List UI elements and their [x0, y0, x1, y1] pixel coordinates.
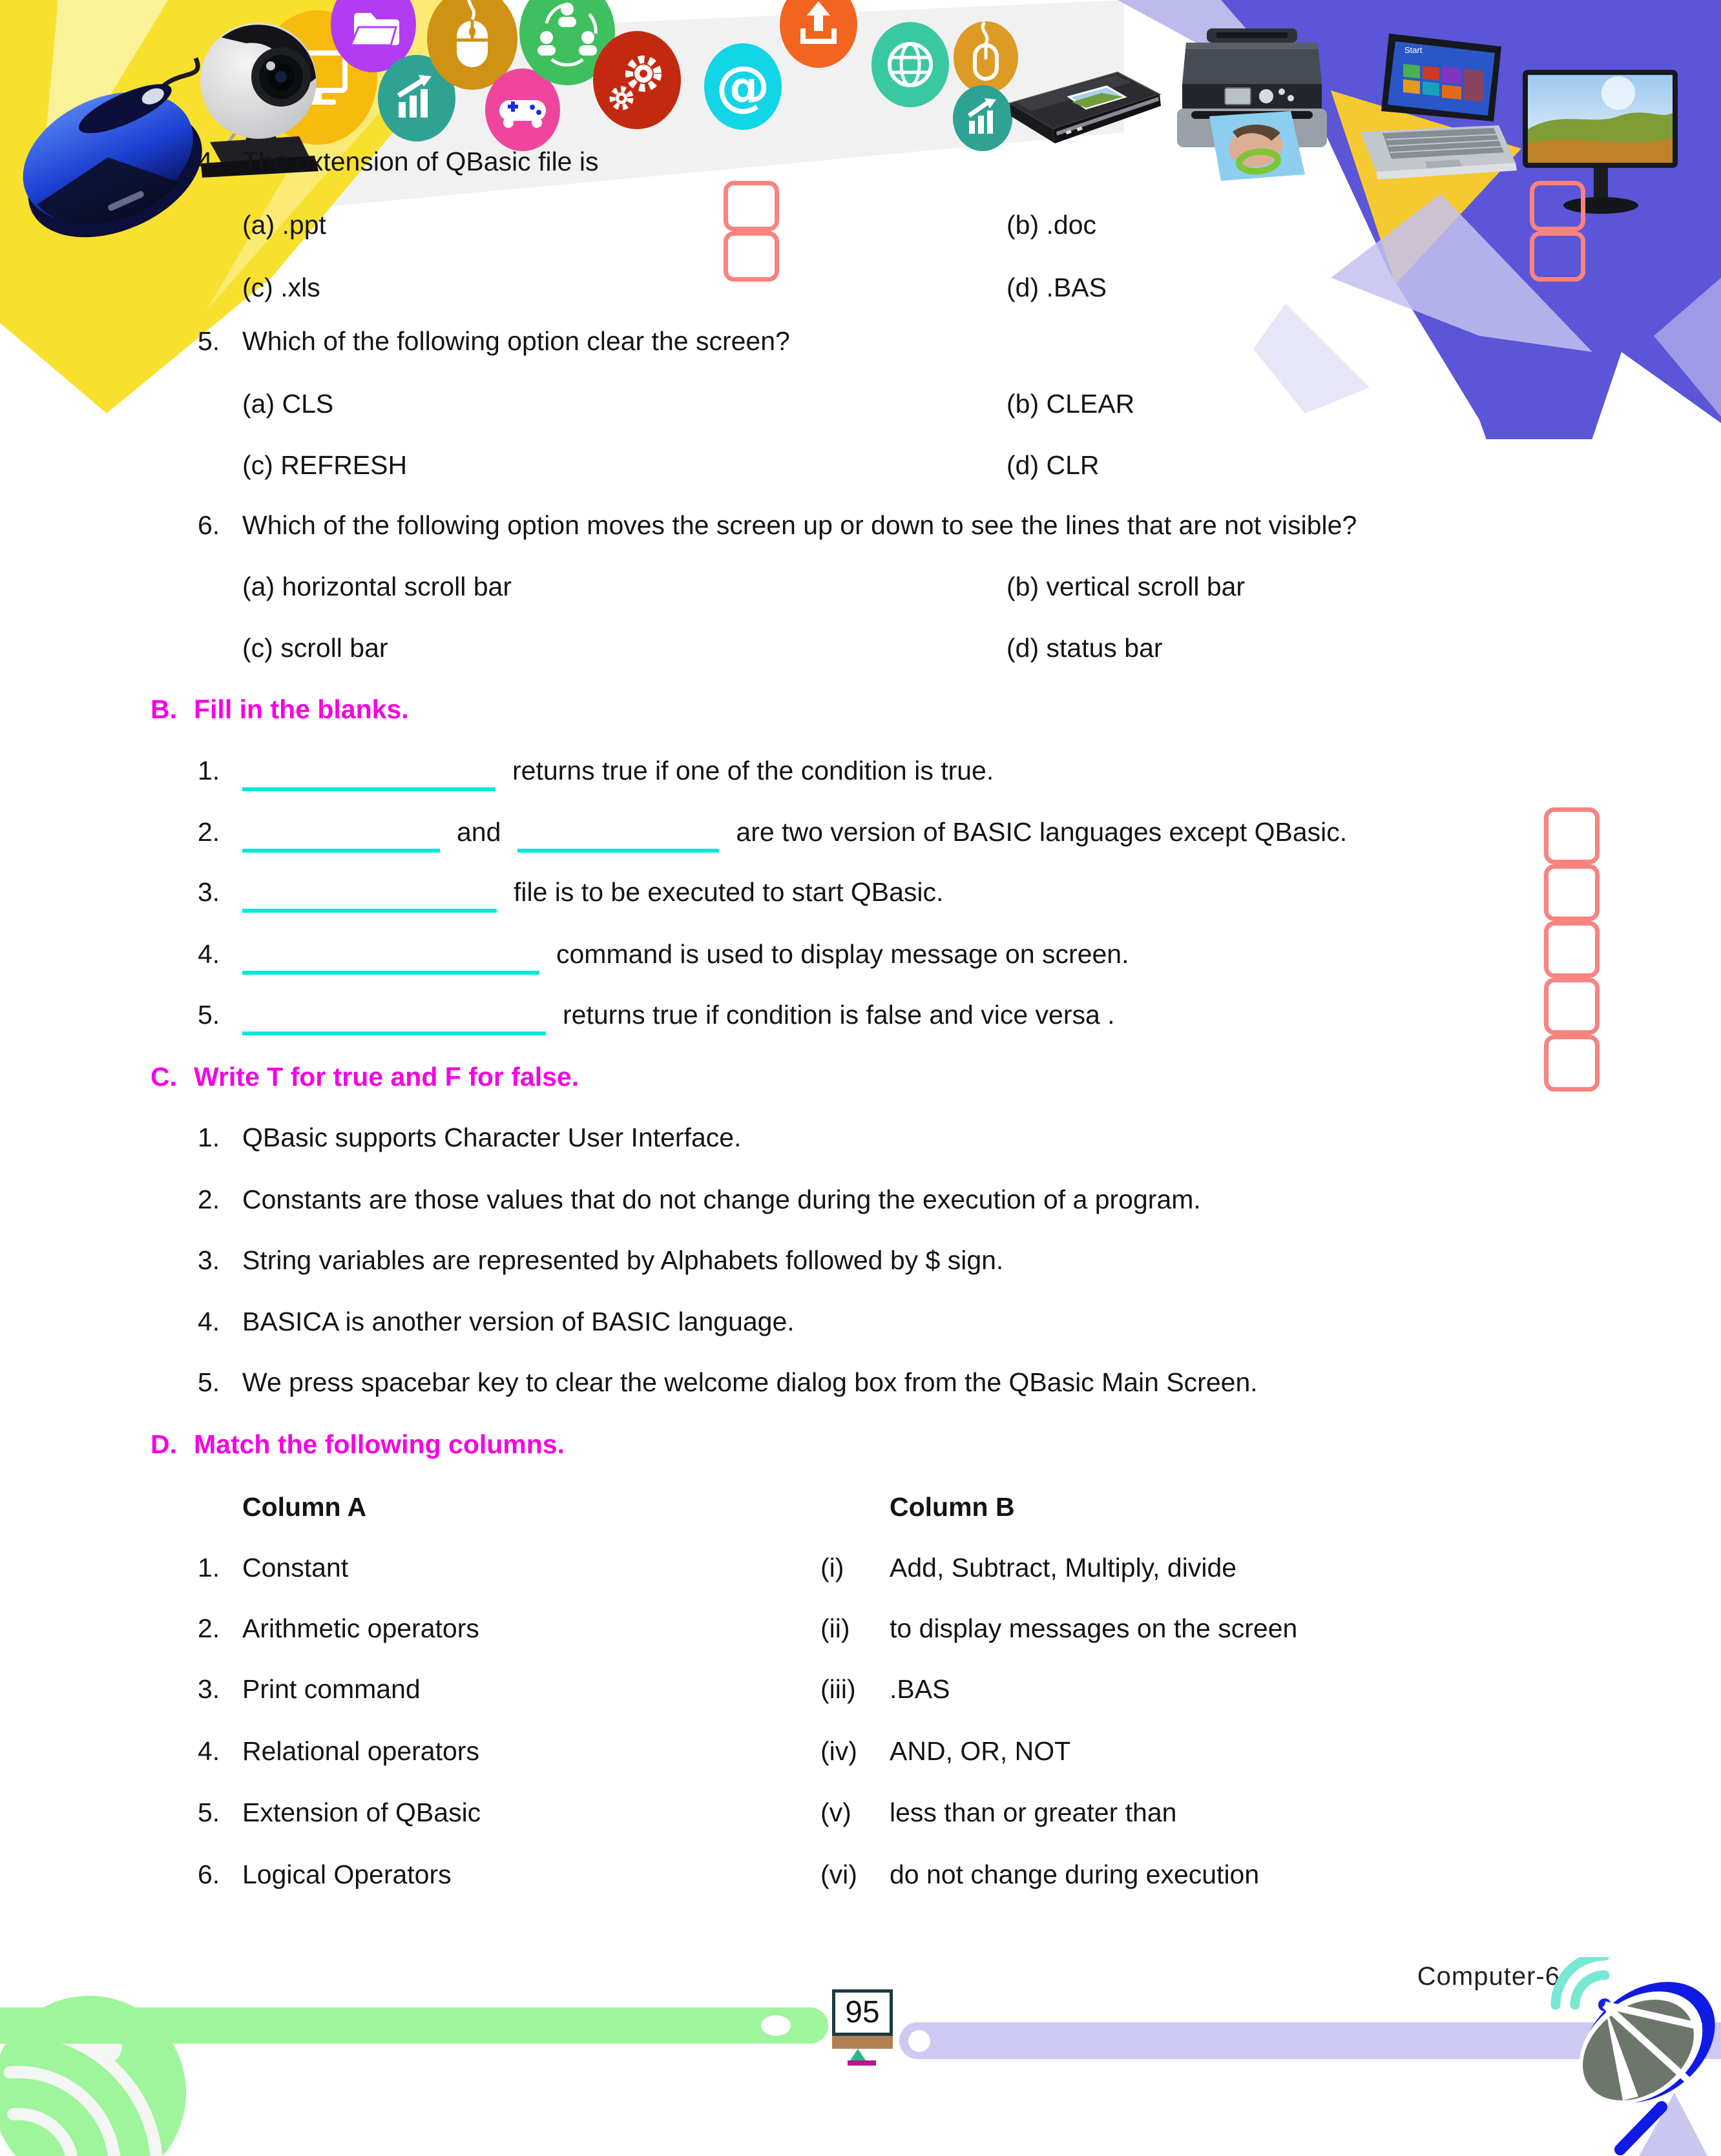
match-row: [0, 1668, 1721, 1710]
item-number: 1.: [198, 756, 220, 785]
gears-icon: [593, 31, 681, 129]
section-d-heading: [0, 1424, 1721, 1465]
match-columns-header: [0, 1486, 1721, 1528]
section-title: Write T for true and F for false.: [194, 1062, 579, 1092]
page-number: 95: [832, 1989, 893, 2036]
item-number: 2.: [198, 817, 220, 847]
item-number: 1.: [198, 1123, 220, 1152]
answer-checkbox[interactable]: [1544, 921, 1600, 978]
signal-decoration: [0, 1964, 233, 2156]
column-a-item: Print command: [242, 1674, 421, 1704]
answer-checkbox[interactable]: [1544, 978, 1600, 1035]
column-b-item: AND, OR, NOT: [890, 1736, 1071, 1766]
question-6: [0, 504, 1721, 546]
column-a-item: Constant: [242, 1553, 349, 1582]
q6-options-row2: [0, 627, 1721, 669]
roman-numeral: (i): [820, 1553, 844, 1582]
option-c: (c) REFRESH: [242, 450, 408, 480]
section-letter: D.: [151, 1429, 177, 1459]
board-frame: [832, 2036, 893, 2049]
match-row: [0, 1730, 1721, 1772]
question-number: 6.: [198, 510, 220, 540]
option-b: (b) CLEAR: [1007, 389, 1135, 419]
column-a-item: Arithmetic operators: [242, 1613, 479, 1643]
option-a: (a) .ppt: [242, 210, 326, 240]
question-number: 5.: [198, 326, 220, 356]
svg-text:Start: Start: [1404, 45, 1423, 55]
bar-end-dot: [761, 2015, 791, 2036]
answer-checkbox[interactable]: [1530, 181, 1585, 231]
item-text: are two version of BASIC languages except QBasic.: [736, 817, 1348, 847]
q5-options-row1: [0, 383, 1721, 424]
item-text: file is to be executed to start QBasic.: [514, 877, 944, 907]
question-text: The extension of QBasic file is: [242, 147, 599, 176]
item-number: 2.: [198, 1185, 220, 1214]
item-text: We press spacebar key to clear the welcome dialog box from the QBasic Main Screen.: [242, 1367, 1258, 1397]
column-a-item: Logical Operators: [242, 1860, 452, 1889]
column-a-header: Column A: [242, 1492, 367, 1522]
match-row: [0, 1854, 1721, 1895]
section-letter: B.: [151, 694, 177, 724]
question-text: Which of the following option moves the screen up or down to see the lines that are not visible?: [242, 510, 1357, 540]
at-icon: [704, 43, 782, 130]
option-b: (b) vertical scroll bar: [1007, 572, 1246, 601]
item-number: 4.: [198, 939, 220, 969]
option-b: (b) .doc: [1007, 210, 1096, 240]
option-d: (d) CLR: [1007, 450, 1100, 480]
item-text: command is used to display message on screen.: [556, 939, 1129, 969]
true-false-item: [0, 1239, 1721, 1281]
q4-options-row2: [0, 267, 1721, 308]
item-number: 2.: [198, 1613, 220, 1643]
match-row: [0, 1547, 1721, 1588]
q5-options-row2: [0, 444, 1721, 486]
globe-icon: [871, 22, 949, 107]
fill-blank-item: [0, 750, 1721, 791]
answer-checkbox[interactable]: [1544, 807, 1600, 864]
column-b-item: Add, Subtract, Multiply, divide: [890, 1553, 1237, 1582]
section-b-heading: [0, 689, 1721, 730]
option-d: (d) status bar: [1007, 633, 1163, 663]
item-number: 5.: [198, 1367, 220, 1397]
roman-numeral: (iv): [820, 1736, 857, 1766]
column-b-item: .BAS: [890, 1674, 950, 1704]
column-a-item: Relational operators: [242, 1736, 479, 1766]
roman-numeral: (v): [820, 1798, 851, 1827]
page-number-board: [832, 1989, 893, 2066]
fill-blank-item: [0, 811, 1721, 853]
roman-numeral: (ii): [820, 1613, 850, 1643]
column-b-item: less than or greater than: [890, 1798, 1177, 1827]
q6-options-row1: [0, 566, 1721, 607]
section-title: Fill in the blanks.: [194, 694, 409, 724]
blank-line[interactable]: [242, 937, 539, 975]
footer-green-bar: [0, 2007, 828, 2044]
item-number: 5.: [198, 1000, 220, 1030]
roman-numeral: (iii): [820, 1674, 856, 1704]
blank-line[interactable]: [242, 998, 546, 1035]
section-c-heading: [0, 1056, 1721, 1097]
satellite-dish-illustration: [1479, 1957, 1721, 2156]
blank-line[interactable]: [517, 815, 719, 853]
option-c: (c) .xls: [242, 273, 320, 302]
item-number: 3.: [198, 1674, 220, 1704]
board-stand: [850, 2049, 866, 2060]
item-number: 4.: [198, 1307, 220, 1336]
option-c: (c) scroll bar: [242, 633, 388, 663]
q4-options-row1: [0, 204, 1721, 245]
answer-checkbox[interactable]: [724, 231, 779, 282]
item-number: 6.: [198, 1860, 220, 1889]
true-false-item: [0, 1362, 1721, 1403]
option-a: (a) horizontal scroll bar: [242, 572, 512, 601]
column-b-header: Column B: [890, 1492, 1015, 1522]
bar-end-dot: [908, 2030, 930, 2052]
question-number: 4.: [198, 147, 220, 176]
answer-checkbox[interactable]: [724, 181, 779, 231]
section-letter: C.: [151, 1062, 177, 1092]
option-d: (d) .BAS: [1007, 273, 1107, 302]
fill-blank-item: [0, 994, 1721, 1035]
item-text: and: [457, 817, 501, 847]
book-brand: Computer-6: [1417, 1962, 1560, 1991]
item-number: 1.: [198, 1553, 220, 1582]
question-text: Which of the following option clear the screen?: [242, 326, 790, 356]
item-number: 5.: [198, 1798, 220, 1827]
item-number: 4.: [198, 1736, 220, 1766]
column-a-item: Extension of QBasic: [242, 1798, 481, 1827]
option-a: (a) CLS: [242, 389, 334, 419]
question-4: [0, 141, 1721, 182]
board-base: [848, 2060, 876, 2066]
item-number: 3.: [198, 1245, 220, 1275]
question-5: [0, 320, 1721, 362]
section-title: Match the following columns.: [194, 1429, 565, 1459]
true-false-item: [0, 1179, 1721, 1220]
fill-blank-item: [0, 933, 1721, 975]
item-text: Constants are those values that do not change during the execution of a program.: [242, 1185, 1201, 1214]
item-number: 3.: [198, 877, 220, 907]
svg-text:@: @: [716, 54, 770, 118]
column-b-item: do not change during execution: [890, 1860, 1260, 1889]
match-row: [0, 1792, 1721, 1833]
mouse-small-icon: [954, 21, 1018, 94]
true-false-item: [0, 1117, 1721, 1158]
roman-numeral: (vi): [820, 1860, 857, 1889]
answer-checkbox[interactable]: [1530, 231, 1585, 282]
true-false-item: [0, 1301, 1721, 1342]
match-row: [0, 1608, 1721, 1649]
answer-checkbox[interactable]: [1544, 864, 1600, 921]
fill-blank-item: [0, 871, 1721, 913]
blank-line[interactable]: [242, 875, 497, 913]
item-text: QBasic supports Character User Interface.: [242, 1123, 742, 1152]
blank-line[interactable]: [242, 815, 440, 853]
item-text: returns true if condition is false and vice versa .: [563, 1000, 1115, 1030]
item-text: BASICA is another version of BASIC language.: [242, 1307, 795, 1336]
blank-line[interactable]: [242, 754, 495, 791]
column-b-item: to display messages on the screen: [890, 1613, 1298, 1643]
item-text: returns true if one of the condition is true.: [512, 756, 994, 785]
item-text: String variables are represented by Alphabets followed by $ sign.: [242, 1245, 1004, 1275]
